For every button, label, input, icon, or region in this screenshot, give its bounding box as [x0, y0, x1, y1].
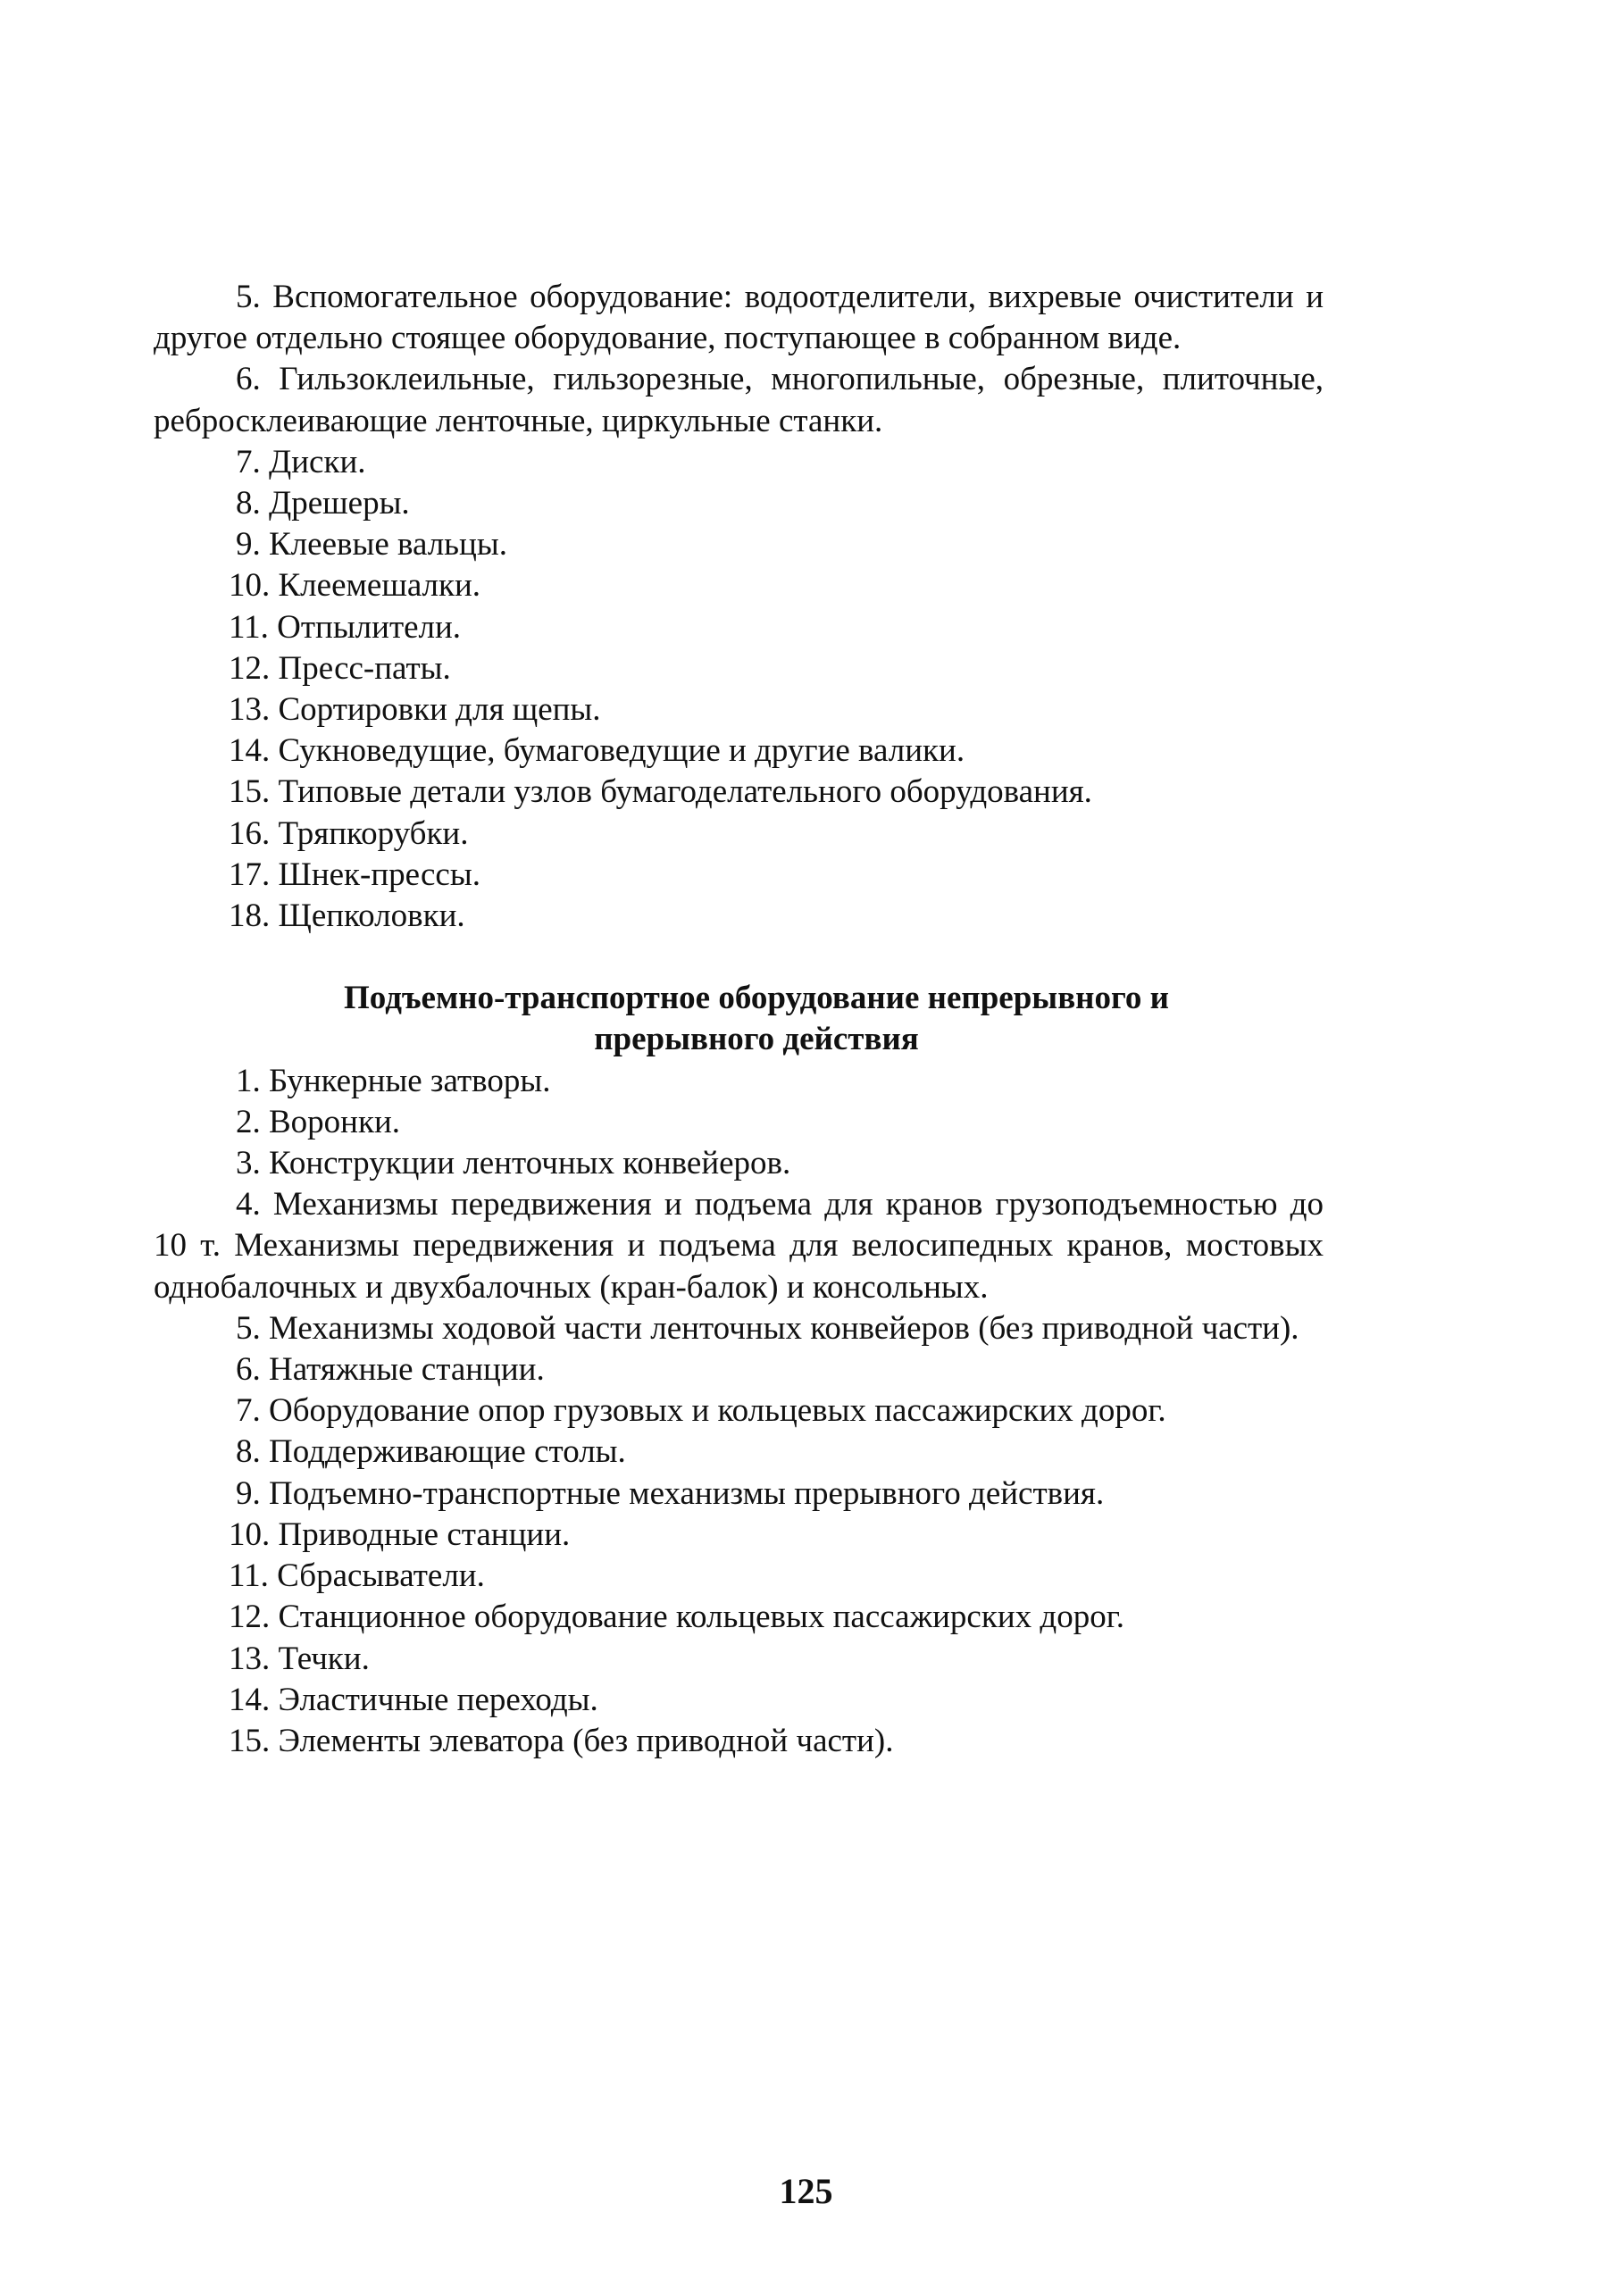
- list-item: 15. Элементы элеватора (без приводной части).: [229, 1722, 894, 1759]
- list-item: 11. Отпылители.: [229, 608, 462, 646]
- list-item: 8. Дрешеры.: [236, 485, 410, 522]
- list-item: 7. Диски.: [236, 443, 366, 480]
- list-item: 14. Сукноведущие, бумаговедущие и другие валики.: [229, 732, 965, 770]
- list-item: 8. Поддерживающие столы.: [236, 1433, 626, 1471]
- list-item: 12. Станционное оборудование кольцевых пассажирских дорог.: [229, 1599, 1124, 1636]
- section-heading-line-1: Подъемно-транспортное оборудование непрерывного и: [344, 980, 1169, 1017]
- page-number: 125: [779, 2171, 833, 2211]
- list-item: 11. Сбрасыватели.: [229, 1557, 485, 1595]
- list-item: 9. Клеевые вальцы.: [236, 526, 507, 564]
- list-item: 12. Пресс-паты.: [229, 649, 451, 687]
- list-item: 18. Щепколовки.: [229, 898, 465, 935]
- list-item: 10. Клеемешалки.: [229, 567, 481, 605]
- list-item: 7. Оборудование опор грузовых и кольцевых пассажирских дорог.: [236, 1392, 1166, 1430]
- list-item: 16. Тряпкорубки.: [229, 814, 469, 852]
- list-item: 13. Течки.: [229, 1640, 370, 1677]
- page-body: [154, 277, 1324, 1762]
- list-item: 2. Воронки.: [236, 1103, 401, 1140]
- section-heading-line-2: прерывного действия: [594, 1021, 919, 1058]
- list-item: 10. Приводные станции.: [229, 1515, 571, 1553]
- list-item: 13. Сортировки для щепы.: [229, 691, 601, 729]
- section-spacer: [154, 937, 1324, 978]
- list-item: 14. Эластичные переходы.: [229, 1681, 598, 1718]
- list-item: 17. Шнек-прессы.: [229, 856, 480, 893]
- list-item: 6. Натяжные станции.: [236, 1351, 545, 1389]
- list-item: 3. Конструкции ленточных конвейеров.: [236, 1145, 791, 1182]
- list-item: 15. Типовые детали узлов бумагоделательного оборудования.: [229, 773, 1092, 811]
- list-item: 1. Бункерные затворы.: [236, 1062, 551, 1099]
- list-item: 9. Подъемно-транспортные механизмы прерывного действия.: [236, 1474, 1105, 1512]
- paragraph-item-5: 5. Механизмы ходовой части ленточных конвейеров (без приводной части).: [236, 1309, 1299, 1347]
- paragraph-item-5: 5. Вспомогательное оборудование: водоотделители, вихревые очистители и другое отдельно стоящее оборудование, поступающее в собранном виде.: [154, 279, 1324, 357]
- paragraph-item-4: 4. Механизмы передвижения и подъема для кранов грузоподъемностью до 10 т. Механизмы передвижения и подъема для велосипедных кранов, мостовых однобалочных и двухбалочных (кран-балок) и консольных.: [154, 1186, 1324, 1306]
- paragraph-item-6: 6. Гильзоклеильные, гильзорезные, многопильные, обрезные, плиточные, ребросклеивающие ленточные, циркульные станки.: [154, 361, 1324, 439]
